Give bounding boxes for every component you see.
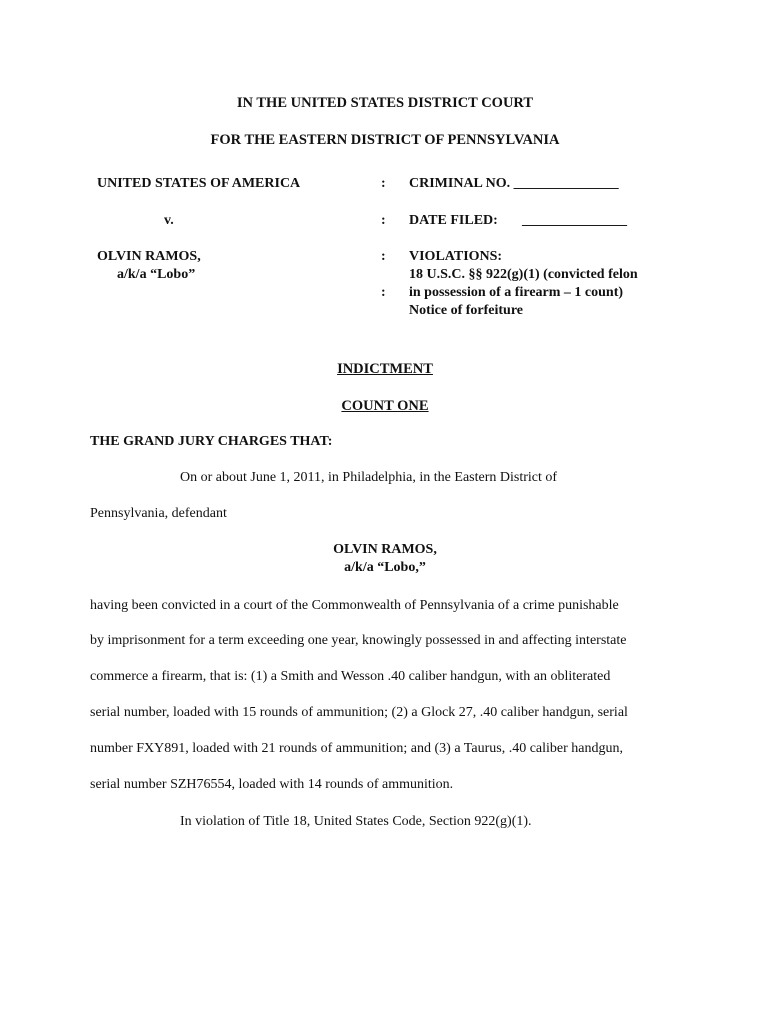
caption-plaintiff: UNITED STATES OF AMERICA [97,176,301,191]
paragraph-line: having been convicted in a court of the Commonwealth of Pennsylvania of a crime punishable [90,598,619,613]
caption-versus: v. [164,213,174,228]
caption-separator: : [381,249,386,264]
body-defendant-alias: a/k/a “Lobo,” [344,560,426,575]
violation-statement: In violation of Title 18, United States Code, Section 922(g)(1). [180,814,532,829]
caption-defendant-alias: a/k/a “Lobo” [117,267,196,282]
paragraph-line: serial number SZH76554, loaded with 14 rounds of ammunition. [90,777,454,792]
grand-jury-charges: THE GRAND JURY CHARGES THAT: [90,434,333,449]
court-district: FOR THE EASTERN DISTRICT OF PENNSYLVANIA [210,132,560,148]
violations-statute: 18 U.S.C. §§ 922(g)(1) (convicted felon [409,267,638,282]
caption-separator: : [381,285,386,300]
body-defendant-name: OLVIN RAMOS, [333,542,437,557]
violations-description: in possession of a firearm – 1 count) [409,285,624,300]
date-filed-blank: _______________ [522,213,627,228]
criminal-number-field: CRIMINAL NO. _______________ [409,176,619,191]
date-filed-label: DATE FILED: [409,213,498,228]
intro-line: Pennsylvania, defendant [90,506,227,521]
paragraph-line: by imprisonment for a term exceeding one year, knowingly possessed in and affecting interstate [90,633,627,648]
caption-separator: : [381,213,386,228]
caption-separator: : [381,176,386,191]
paragraph-line: serial number, loaded with 15 rounds of ammunition; (2) a Glock 27, .40 caliber handgun, serial [90,705,628,720]
violations-label: VIOLATIONS: [409,249,503,264]
intro-line: On or about June 1, 2011, in Philadelphia, in the Eastern District of [180,470,558,485]
caption-defendant-name: OLVIN RAMOS, [97,249,201,264]
court-title: IN THE UNITED STATES DISTRICT COURT [236,95,534,111]
violations-forfeiture: Notice of forfeiture [409,303,524,318]
count-one-heading: COUNT ONE [341,398,429,414]
paragraph-line: number FXY891, loaded with 21 rounds of ammunition; and (3) a Taurus, .40 caliber handgun, [90,741,623,756]
indictment-heading: INDICTMENT [337,361,433,377]
paragraph-line: commerce a firearm, that is: (1) a Smith and Wesson .40 caliber handgun, with an obliterated [90,669,611,684]
